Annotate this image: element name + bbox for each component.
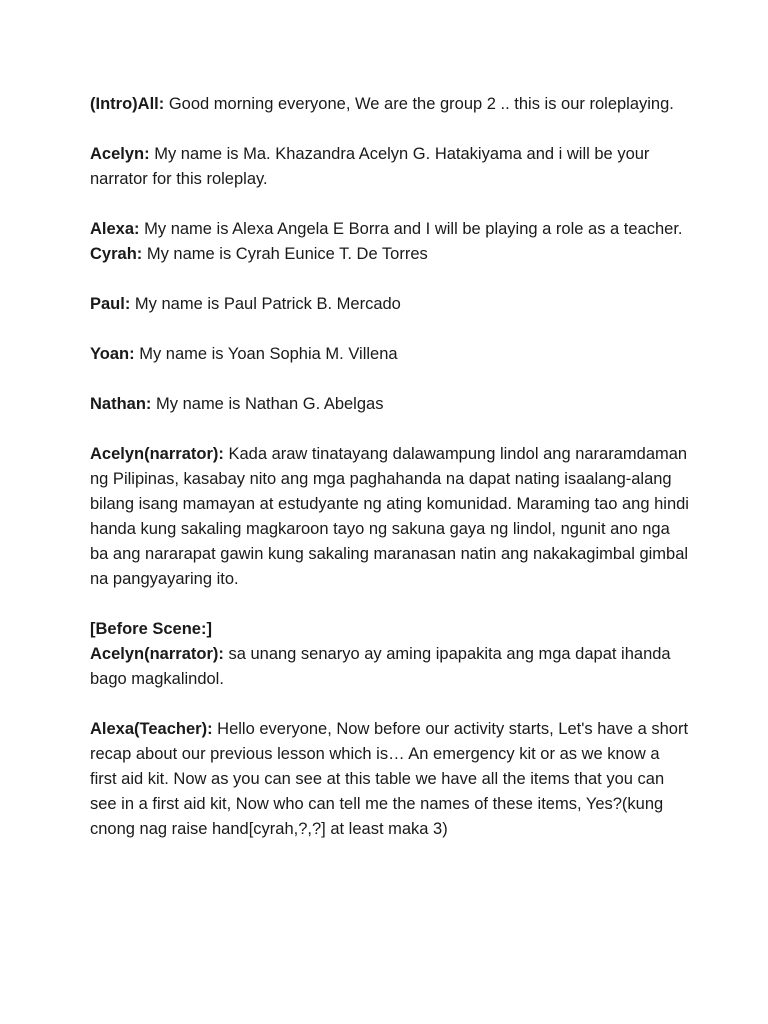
speaker-label: Nathan: bbox=[90, 395, 152, 413]
speaker-label: Cyrah: bbox=[90, 245, 143, 263]
narrator-scene-paragraph bbox=[90, 642, 690, 692]
dialogue-text: My name is Ma. Khazandra Acelyn G. Hatakiyama and i will be your narrator for this roleplay. bbox=[90, 145, 650, 188]
speaker-label: Acelyn(narrator): bbox=[90, 445, 224, 463]
dialogue-text: My name is Alexa Angela E Borra and I will be playing a role as a teacher. bbox=[139, 220, 683, 238]
dialogue-text: My name is Paul Patrick B. Mercado bbox=[130, 295, 401, 313]
scene-label: [Before Scene:] bbox=[90, 620, 212, 638]
speaker-label: Acelyn(narrator): bbox=[90, 645, 224, 663]
yoan-intro-paragraph bbox=[90, 342, 690, 367]
scene-heading bbox=[90, 617, 690, 642]
speaker-label: Yoan: bbox=[90, 345, 135, 363]
speaker-label: (Intro)All: bbox=[90, 95, 165, 113]
dialogue-text: Hello everyone, Now before our activity starts, Let's have a short recap about our previous lesson which is… An emergency kit or as we know a first aid kit. Now as you can see at this table we have all the items that you can see in a first aid kit, Now who can tell me the names of these items, Yes?(kung cnong nag raise hand[cyrah,?,?] at least maka 3) bbox=[90, 720, 689, 838]
intro-paragraph bbox=[90, 92, 690, 117]
speaker-label: Alexa(Teacher): bbox=[90, 720, 213, 738]
paul-intro-paragraph bbox=[90, 292, 690, 317]
narrator-paragraph bbox=[90, 442, 690, 592]
dialogue-text: Kada araw tinatayang dalawampung lindol ang nararamdaman ng Pilipinas, kasabay nito ang mga paghahanda na dapat nating isaalang-alang bilang isang mamayan at estudyante ng ating komunidad. Maraming tao ang hindi handa kung sakaling magkaroon tayo ng sakuna gaya ng lindol, ngunit ano nga ba ang nararapat gawin kung sakaling maranasan natin ang nakakagimbal gimbal na pangyayaring ito. bbox=[90, 445, 689, 588]
nathan-intro-paragraph bbox=[90, 392, 690, 417]
speaker-label: Alexa: bbox=[90, 220, 140, 238]
dialogue-text: Good morning everyone, We are the group 2 .. this is our roleplaying. bbox=[164, 95, 674, 113]
document-page bbox=[90, 92, 690, 842]
dialogue-text: My name is Cyrah Eunice T. De Torres bbox=[142, 245, 428, 263]
dialogue-text: My name is Nathan G. Abelgas bbox=[151, 395, 384, 413]
dialogue-text: sa unang senaryo ay aming ipapakita ang mga dapat ihanda bago magkalindol. bbox=[90, 645, 671, 688]
dialogue-text: My name is Yoan Sophia M. Villena bbox=[134, 345, 398, 363]
alexa-intro-paragraph bbox=[90, 217, 690, 242]
cyrah-intro-paragraph bbox=[90, 242, 690, 267]
acelyn-intro-paragraph bbox=[90, 142, 690, 192]
speaker-label: Paul: bbox=[90, 295, 131, 313]
speaker-label: Acelyn: bbox=[90, 145, 150, 163]
teacher-paragraph bbox=[90, 717, 690, 842]
